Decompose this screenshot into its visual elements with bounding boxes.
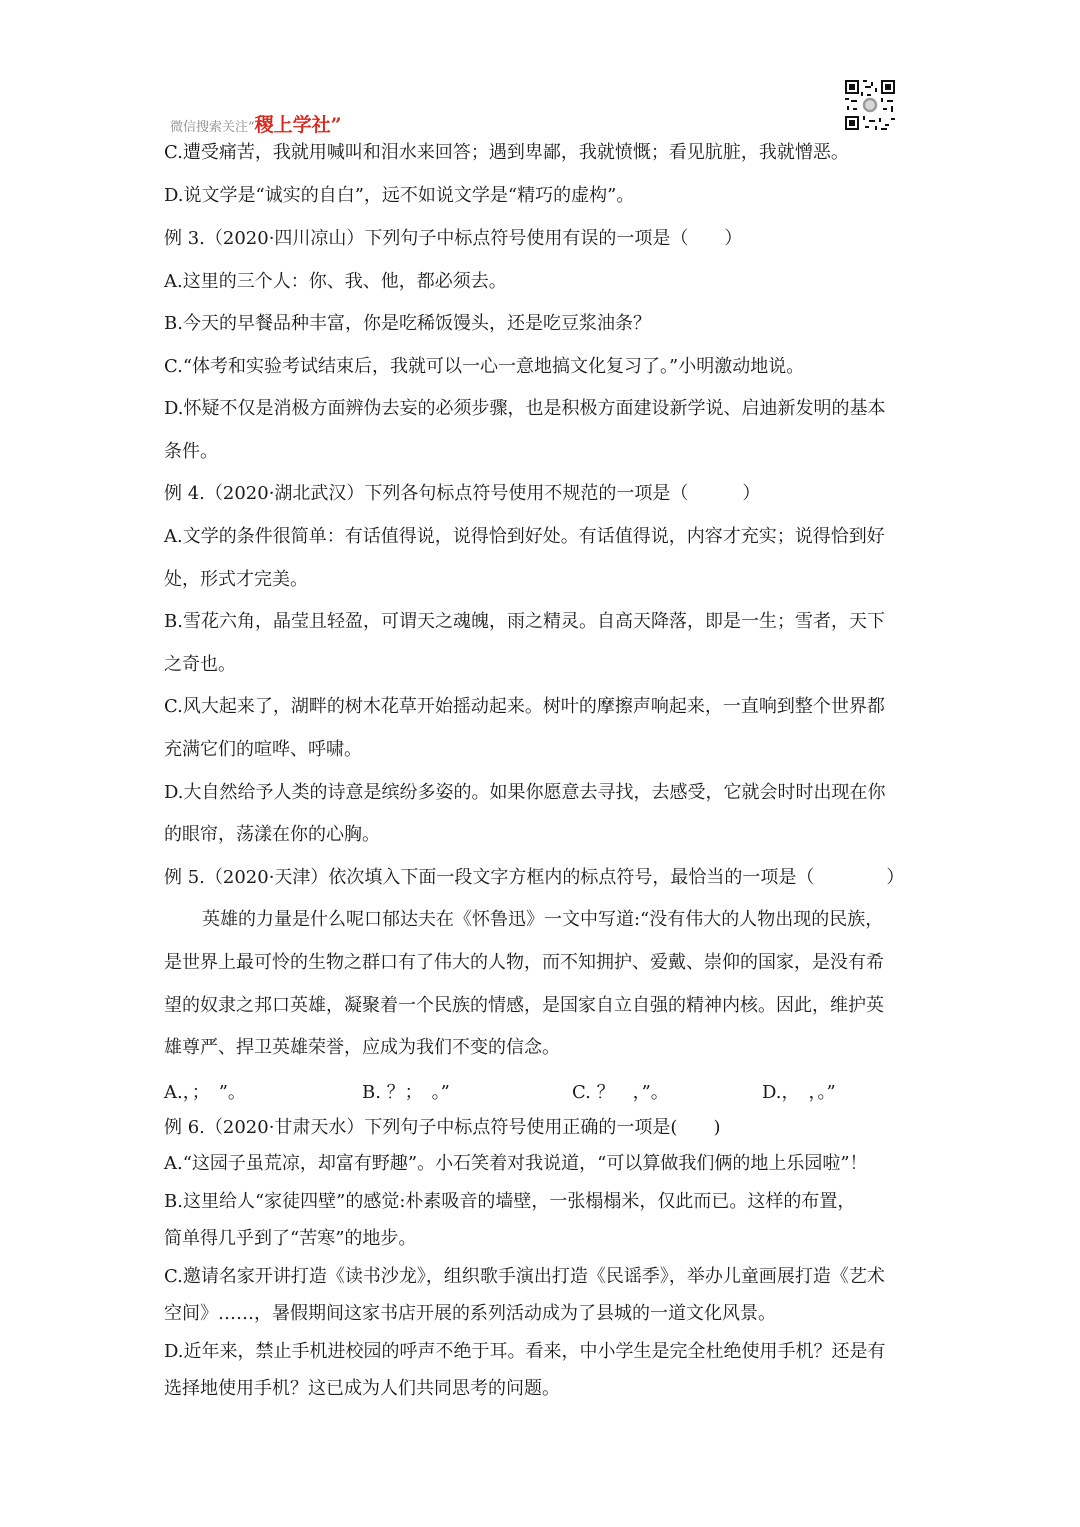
header-prefix: 微信搜索关注“ [170,120,255,135]
qr-code-icon [843,78,897,132]
option-line: B.这里给人“家徒四壁”的感觉:朴素吸音的墙壁，一张榻榻米，仅此而已。这样的布置， [164,1191,856,1212]
option-line: 简单得几乎到了“苦寒”的地步。 [164,1228,417,1249]
option-line: 条件。 [164,441,218,462]
option-line: D.近年来，禁止手机进校园的呼声不绝于耳。看来，中小学生是完全杜绝使用手机？还是有 [164,1341,886,1362]
option-line: 空间》……，暑假期间这家书店开展的系列活动成为了县城的一道文化风景。 [164,1303,776,1324]
option-line: D.大自然给予人类的诗意是缤纷多姿的。如果你愿意去寻找，去感受，它就会时时出现在你 [164,782,886,803]
option-line: C.邀请名家开讲打造《读书沙龙》，组织歌手演出打造《民谣季》，举办儿童画展打造《艺术 [164,1266,885,1287]
question-heading: 例 5.（2020·天津）依次填入下面一段文字方框内的标点符号，最恰当的一项是（ ） [164,867,905,888]
answer-options-row [164,1078,920,1102]
answer-option-c: C. ？ ，”。 [572,1082,669,1103]
answer-option-b: B. ？； 。” [362,1082,450,1103]
passage-line: 望的奴隶之邦口英雄，凝聚着一个民族的情感，是国家自立自强的精神内核。因此，维护英 [164,995,884,1016]
question-heading: 例 4.（2020·湖北武汉）下列各句标点符号使用不规范的一项是（ ） [164,483,761,504]
option-line: C.风大起来了，湖畔的树木花草开始摇动起来。树叶的摩擦声响起来，一直响到整个世界都 [164,696,885,717]
option-line: D.说文学是“诚实的自白”，远不如说文学是“精巧的虚构”。 [164,185,635,206]
option-line: B.今天的早餐品种丰富，你是吃稀饭馒头，还是吃豆浆油条？ [164,313,651,334]
option-line: A.文学的条件很简单：有话值得说，说得恰到好处。有话值得说，内容才充实；说得恰到好 [164,526,885,547]
option-line: D.怀疑不仅是消极方面辨伪去妄的必须步骤，也是积极方面建设新学说、启迪新发明的基本 [164,398,886,419]
answer-option-a: A.，； ”。 [164,1082,246,1103]
question-heading: 例 6.（2020·甘肃天水）下列句子中标点符号使用正确的一项是( ) [164,1117,721,1138]
answer-option-d: D.， ，。” [762,1082,836,1103]
option-line: 处，形式才完美。 [164,569,308,590]
option-line: A.这里的三个人：你、我、他，都必须去。 [164,271,507,292]
question-heading: 例 3.（2020·四川凉山）下列句子中标点符号使用有误的一项是（ ） [164,228,743,249]
header-suffix: ” [330,114,342,136]
option-line: C.“体考和实验考试结束后，我就可以一心一意地搞文化复习了。”小明激动地说。 [164,356,805,377]
option-line: 的眼帘，荡漾在你的心胸。 [164,824,380,845]
wechat-follow-banner [170,110,342,137]
option-line: 充满它们的喧哗、呼啸。 [164,739,362,760]
passage-line: 雄尊严、捍卫英雄荣誉，应成为我们不变的信念。 [164,1037,560,1058]
passage-line: 是世界上最可怜的生物之群口有了伟大的人物，而不知拥护、爱戴、崇仰的国家，是没有希 [164,952,884,973]
option-line: C.遭受痛苦，我就用喊叫和泪水来回答；遇到卑鄙，我就愤慨；看见肮脏，我就憎恶。 [164,142,849,163]
option-line: 选择地使用手机？这已成为人们共同思考的问题。 [164,1378,560,1399]
header-brand: 稷上学社 [254,114,331,136]
passage-line: 英雄的力量是什么呢口郁达夫在《怀鲁迅》一文中写道:“没有伟大的人物出现的民族， [202,909,884,930]
option-line: B.雪花六角，晶莹且轻盈，可谓天之魂魄，雨之精灵。自高天降落，即是一生；雪者，天下 [164,611,885,632]
option-line: 之奇也。 [164,654,236,675]
option-line: A.“这园子虽荒凉，却富有野趣”。小石笑着对我说道，“可以算做我们俩的地上乐园啦”！ [164,1153,868,1174]
